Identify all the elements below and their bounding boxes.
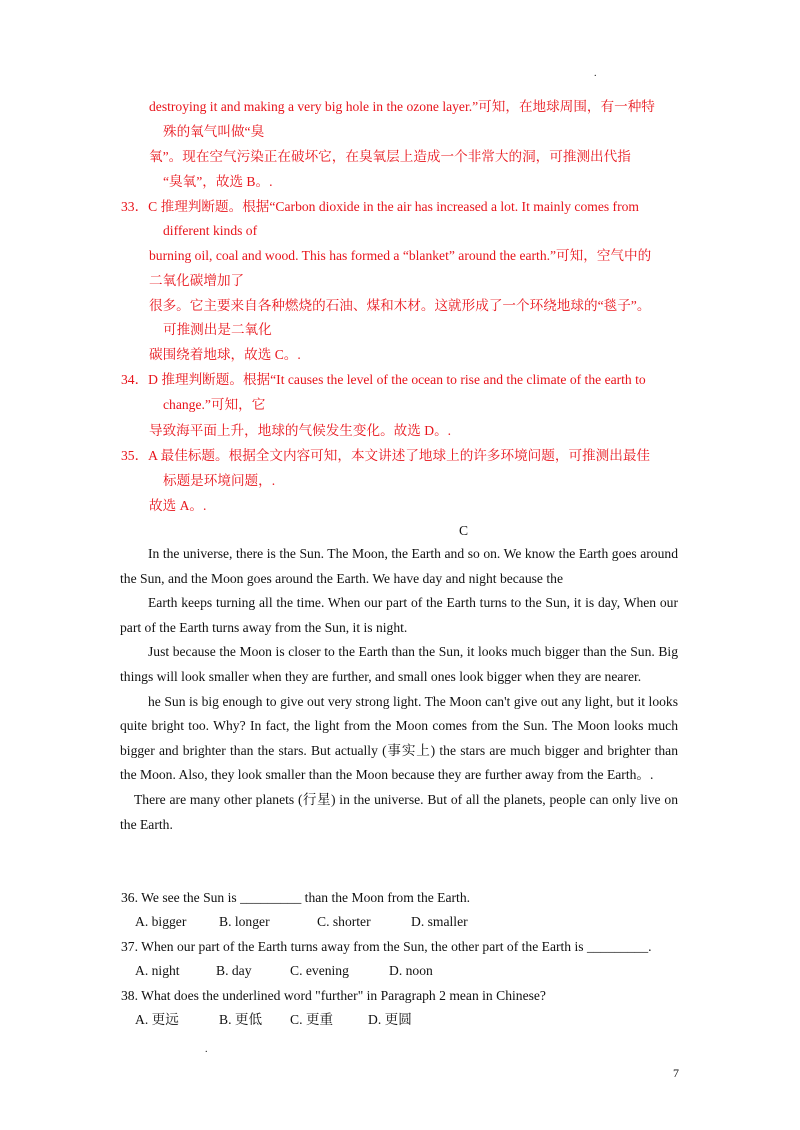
question-38-option-c: C. 更重 [290,1012,334,1027]
speck-mark: . [594,68,597,79]
question-37-stem: 37. When our part of the Earth turns away from the Sun, the other part of the Earth is _________. [121,939,652,954]
answer-34-line-3: 导致海平面上升，地球的气候发生变化。故选 D。. [149,423,452,438]
question-37-option-a: A. night [135,963,180,978]
page-number: 7 [673,1066,679,1080]
speck-mark: . [205,1044,208,1055]
question-38-stem: 38. What does the underlined word "further" in Paragraph 2 mean in Chinese? [121,988,546,1003]
answer-33-line-1: 33．C 推理判断题。根据“Carbon dioxide in the air has increased a lot. It mainly comes from [121,199,639,214]
answer-33-line-4: 二氧化碳增加了 [149,273,245,288]
answer-35-line-1: 35．A 最佳标题。根据全文内容可知，本文讲述了地球上的许多环境问题，可推测出最佳 [121,448,651,463]
answer-32-line-2: 殊的氧气叫做“臭 [163,124,265,139]
answer-35-line-3: 故选 A。. [149,498,207,513]
passage-paragraph-2: Earth keeps turning all the time. When our part of the Earth turns to the Sun, it is day, When our part of the Earth turns away from the Sun, it is night. [120,595,678,635]
answer-35-line-2: 标题是环境问题，. [163,473,276,488]
answer-33-line-3: burning oil, coal and wood. This has formed a “blanket” around the earth.”可知，空气中的 [149,248,652,263]
question-38-option-a: A. 更远 [135,1012,179,1027]
answer-34-line-2: change.”可知，它 [163,397,266,412]
passage-paragraph-1: In the universe, there is the Sun. The Moon, the Earth and so on. We know the Earth goes around the Sun, and the Moon goes around the Earth. We have day and night because the [120,546,678,586]
reading-passage [120,542,678,837]
question-38-options [135,1011,412,1029]
question-37-option-d: D. noon [389,963,433,978]
question-38-option-d: D. 更圆 [368,1012,412,1027]
answer-34-line-1: 34．D 推理判断题。根据“It causes the level of the ocean to rise and the climate of the earth to [121,372,646,387]
passage-paragraph-3: Just because the Moon is closer to the Earth than the Sun, it looks much bigger than the Sun. Big things will look smaller when they are further, and small ones look bigger when they are nearer. [120,644,678,684]
question-36-option-a: A. bigger [135,914,187,929]
answer-33-line-6: 可推测出是二氧化 [163,322,272,337]
question-36-option-c: C. shorter [317,914,371,929]
answer-33-line-5: 很多。它主要来自各种燃烧的石油、煤和木材。这就形成了一个环绕地球的“毯子”。 [149,298,651,313]
question-37-options [135,962,433,980]
answer-33-line-2: different kinds of [163,223,258,238]
passage-paragraph-5: There are many other planets (行星) in the universe. But of all the planets, people can only live on the Earth. [120,791,678,832]
question-36-option-d: D. smaller [411,914,468,929]
answer-32-line-3: 氧”。现在空气污染正在破坏它，在臭氧层上造成一个非常大的洞，可推测出代指 [149,149,631,164]
answer-33-line-7: 碳围绕着地球，故选 C。. [149,347,301,362]
answer-32-line-1: destroying it and making a very big hole in the ozone layer.”可知，在地球周围，有一种特 [149,99,655,114]
question-37-option-b: B. day [216,963,252,978]
question-37-option-c: C. evening [290,963,349,978]
answer-32-line-4: “臭氧”，故选 B。. [163,174,273,189]
section-heading: C [459,523,469,538]
passage-paragraph-4: he Sun is big enough to give out very strong light. The Moon can't give out any light, but it looks quite bright too. Why? In fact, the light from the Moon comes from the Sun. The Moon looks much bigger and brighter than the stars. But actually (事实上) the stars are much bigger and brighter than the Moon. Also, they look smaller than the Moon because they are further away from the Earth。. [120,693,678,783]
question-36-options [135,913,468,931]
question-36-stem: 36. We see the Sun is _________ than the Moon from the Earth. [121,890,471,905]
question-36-option-b: B. longer [219,914,270,929]
question-38-option-b: B. 更低 [219,1012,263,1027]
